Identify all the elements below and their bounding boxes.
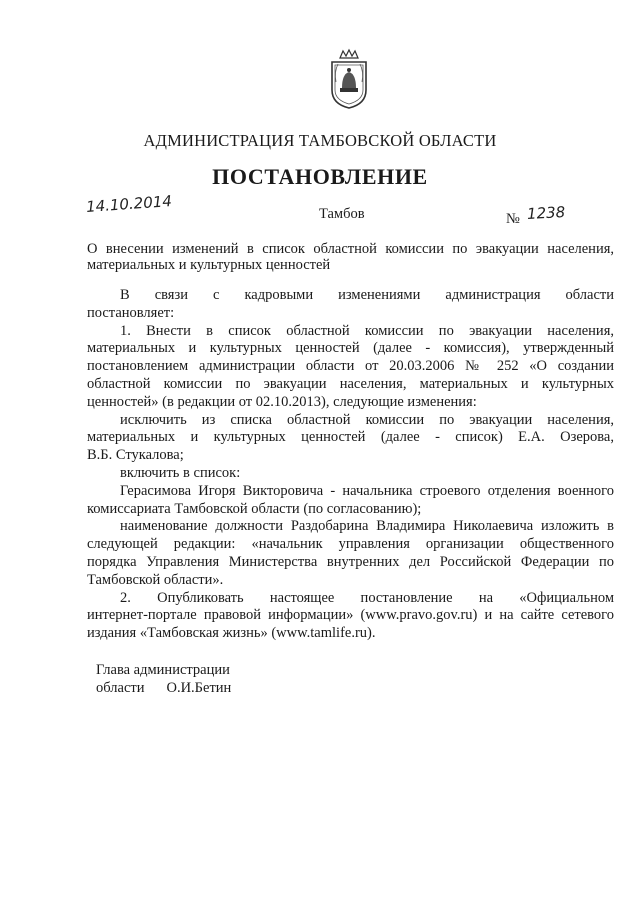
- item2-line: издания «Тамбовская жизнь» (www.tamlife.ru).: [87, 625, 376, 642]
- document-subject: О внесении изменений в список областной комиссии по эвакуации населения, материальных и культурных ценностей: [87, 241, 614, 273]
- item1-line: областной комиссии по эвакуации населения, материальных и культурных: [87, 375, 614, 392]
- city: Тамбов: [319, 206, 365, 222]
- document-date: 14.10.2014: [85, 192, 173, 216]
- coat-of-arms-emblem: [326, 48, 372, 110]
- item2-line: интернет-портале правовой информации» (www.pravo.gov.ru) и на сайте сетевого: [87, 607, 614, 624]
- include-label: включить в список:: [120, 464, 241, 481]
- include-line: Герасимова Игоря Викторовича - начальника строевого отделения военного: [120, 482, 614, 499]
- number-label: №: [506, 211, 520, 227]
- signatory-title: Глава администрации: [96, 662, 230, 678]
- signature-block: [96, 661, 231, 697]
- exclude-line: материальных и культурных ценностей (далее - список) Е.А. Озерова,: [87, 429, 614, 446]
- preamble: В связи с кадровыми изменениями администрация области: [120, 287, 614, 303]
- rename-line: следующей редакции: «начальник управления организации общественного: [87, 536, 614, 553]
- document-type: ПОСТАНОВЛЕНИЕ: [212, 164, 428, 189]
- organization-name: АДМИНИСТРАЦИЯ ТАМБОВСКОЙ ОБЛАСТИ: [143, 131, 497, 150]
- signatory-title-cont: области: [96, 680, 145, 696]
- item1-line: материальных и культурных ценностей (далее - комиссия), утвержденный: [87, 340, 614, 357]
- rename-line: порядка Управления Министерства внутренних дел Российской Федерации по: [87, 553, 614, 570]
- document-number: 1238: [526, 203, 566, 223]
- rename-line: Тамбовской области».: [87, 571, 224, 588]
- signatory-name: О.И.Бетин: [166, 680, 232, 696]
- rename-line: наименование должности Раздобарина Владимира Николаевича изложить в: [120, 518, 614, 535]
- item2-line: 2. Опубликовать настоящее постановление на «Официальном: [120, 589, 614, 606]
- exclude-line: исключить из списка областной комиссии по эвакуации населения,: [120, 411, 614, 428]
- item1-line: ценностей» (в редакции от 02.10.2013), следующие изменения:: [87, 393, 477, 410]
- item1-line: 1. Внести в список областной комиссии по эвакуации населения,: [120, 322, 614, 339]
- include-line: комиссариата Тамбовской области (по согласованию);: [87, 500, 422, 517]
- preamble-end: постановляет:: [87, 304, 175, 321]
- exclude-line: В.Б. Стукалова;: [87, 447, 184, 464]
- item1-line: постановлением администрации области от 20.03.2006 № 252 «О создании: [87, 358, 614, 375]
- document-body: [87, 287, 614, 643]
